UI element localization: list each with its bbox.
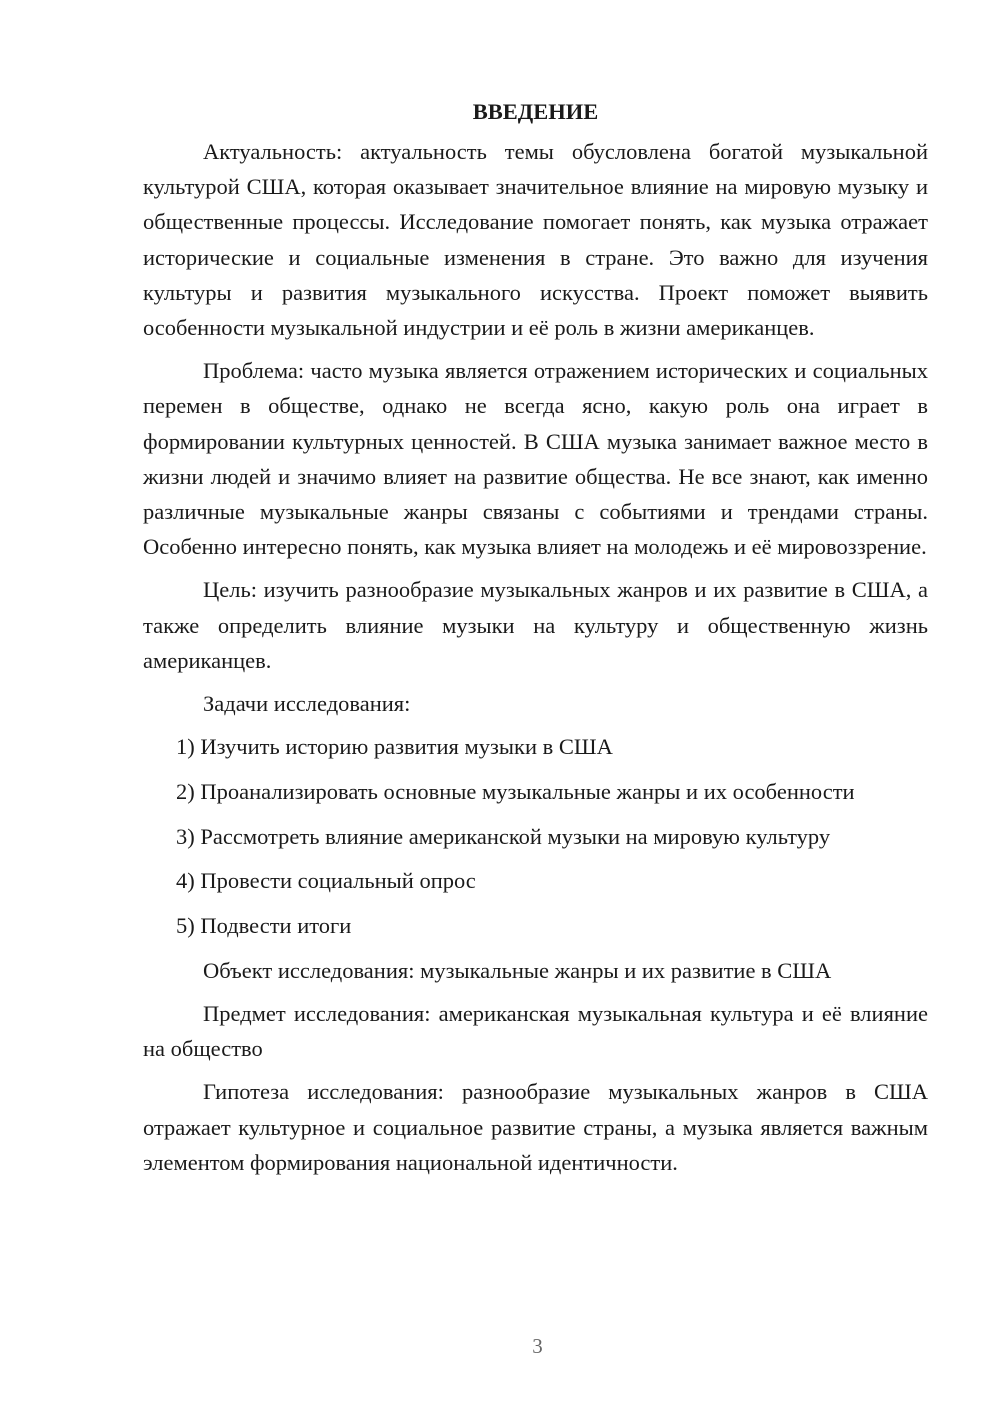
page-content [143, 96, 928, 1188]
goal-paragraph: Цель: изучить разнообразие музыкальных жанров и их развитие в США, а также определить влияние музыки на культуру и общественную жизнь американцев. [143, 577, 928, 673]
page-title: ВВЕДЕНИЕ [472, 99, 599, 124]
page-number: 3 [532, 1334, 543, 1358]
list-item: 4) Провести социальный опрос [176, 868, 476, 894]
list-item: 3) Рассмотреть влияние американской музыки на мировую культуру [176, 823, 831, 849]
tasks-heading: Задачи исследования: [203, 691, 411, 717]
subject-paragraph: Предмет исследования: американская музыкальная культура и её влияние на общество [143, 1000, 928, 1062]
hypothesis-paragraph: Гипотеза исследования: разнообразие музыкальных жанров в США отражает культурное и социальное развитие страны, а музыка является важным элементом формирования национальной идентичности. [143, 1079, 928, 1175]
tasks-list [143, 729, 928, 943]
problem-paragraph: Проблема: часто музыка является отражением исторических и социальных перемен в обществе, однако не всегда ясно, какую роль она играет в формировании культурных ценностей. В США музыка занимает важное место в жизни людей и значимо влияет на развитие общества. Не все знают, как именно различные музыкальные жанры связаны с событиями и трендами страны. Особенно интересно понять, как музыка влияет на молодежь и её мировоззрение. [143, 358, 928, 560]
relevance-paragraph: Актуальность: актуальность темы обусловлена богатой музыкальной культурой США, которая оказывает значительное влияние на мировую музыку и общественные процессы. Исследование помогает понять, как музыка отражает исторические и социальные изменения в стране. Это важно для изучения культуры и развития музыкального искусства. Проект поможет выявить особенности музыкальной индустрии и её роль в жизни американцев. [143, 139, 928, 341]
list-item: 5) Подвести итоги [176, 913, 352, 939]
object-paragraph: Объект исследования: музыкальные жанры и их развитие в США [203, 957, 832, 983]
list-item: 2) Проанализировать основные музыкальные жанры и их особенности [176, 778, 855, 804]
list-item: 1) Изучить историю развития музыки в США [176, 734, 613, 760]
